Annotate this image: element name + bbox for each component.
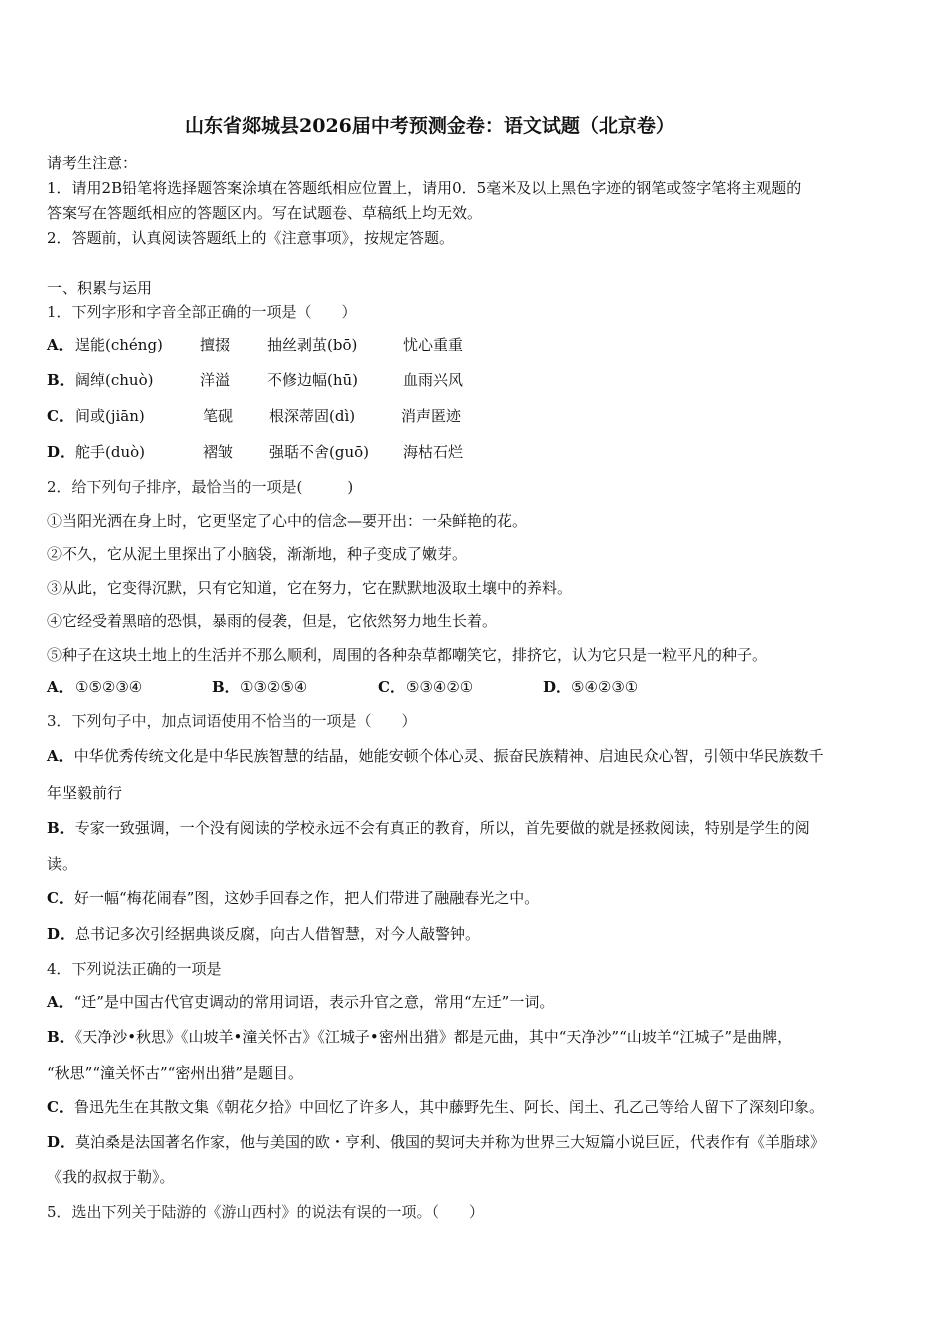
notice-item-2: 2．答题前，认真阅读答题纸上的《注意事项》，按规定答题。 (47, 229, 455, 247)
q1-option-d (47, 442, 463, 462)
option-text: 专家一致强调，一个没有阅读的学校永远不会有真正的教育，所以，首先要做的就是拯救阅读，特别是学生的阅 (74, 819, 810, 837)
notice-item-1-cont: 答案写在答题纸相应的答题区内。写在试题卷、草稿纸上均无效。 (47, 204, 483, 222)
sentence-3: ③从此，它变得沉默，只有它知道，它在努力，它在默默地汲取土壤中的养料。 (47, 579, 573, 597)
q3-option-a (47, 746, 824, 766)
option-text: ①③②⑤④ (240, 678, 308, 696)
option-label: A． (47, 747, 74, 765)
q3-option-c (47, 888, 539, 908)
option-col: 擅掇 (200, 336, 231, 354)
option-label: C． (47, 889, 74, 907)
page-title: 山东省郯城县2026届中考预测金卷：语文试题（北京卷） (185, 115, 675, 137)
option-text: ⑤④②③① (571, 678, 639, 696)
option-label: A． (47, 336, 74, 354)
q3-option-a-cont: 年坚毅前行 (47, 784, 123, 802)
question-2-stem: 2．给下列句子排序，最恰当的一项是( ) (47, 478, 354, 496)
q1-option-c (47, 406, 461, 426)
option-text: 莫泊桑是法国著名作家，他与美国的欧・亨利、俄国的契诃夫并称为世界三大短篇小说巨匠，代表作有《羊脂球》 (75, 1133, 826, 1151)
q4-option-b (47, 1027, 792, 1047)
option-label: B． (212, 678, 240, 696)
q4-option-d (47, 1132, 825, 1152)
option-label: A． (47, 993, 74, 1011)
option-label: C． (47, 407, 74, 425)
option-label: C． (47, 1098, 74, 1116)
q3-option-b-cont: 读。 (47, 855, 78, 873)
question-3-stem: 3．下列句子中，加点词语使用不恰当的一项是（ ） (47, 712, 417, 730)
option-col: 强聒不舍(guō) (269, 443, 369, 461)
section-heading: 一、积累与运用 (47, 279, 153, 297)
option-col: 洋溢 (200, 371, 231, 389)
option-text: ①⑤②③④ (75, 678, 143, 696)
option-label: C． (378, 678, 405, 696)
option-col: 根深蒂固(dì) (269, 407, 356, 425)
q3-option-d (47, 924, 480, 944)
q4-option-a (47, 992, 554, 1012)
notice-header: 请考生注意： (47, 154, 138, 172)
option-label: B． (47, 1028, 75, 1046)
q1-option-b (47, 370, 463, 390)
q4-option-b-cont: “秋思”“潼关怀古”“密州出猎”是题目。 (47, 1064, 304, 1082)
option-label: D． (47, 443, 76, 461)
option-text: 总书记多次引经据典谈反腐，向古人借智慧，对今人敲警钟。 (75, 925, 481, 943)
question-5-stem: 5．选出下列关于陆游的《游山西村》的说法有误的一项。（ ） (47, 1203, 485, 1221)
option-col: 阔绰(chuò) (75, 371, 154, 389)
q2-options (47, 677, 638, 697)
option-label: A． (47, 678, 74, 696)
sentence-5: ⑤种子在这块土地上的生活并不那么顺利，周围的各种杂草都嘲笑它，排挤它，认为它只是一粒平凡的种子。 (47, 646, 768, 664)
option-col: 间或(jiān) (75, 407, 145, 425)
option-col: 舵手(duò) (75, 443, 145, 461)
option-col: 不修边幅(hū) (267, 371, 359, 389)
option-label: D． (543, 678, 572, 696)
q3-option-b (47, 818, 810, 838)
notice-item-1: 1．请用2B铅笔将选择题答案涂填在答题纸相应位置上，请用0．5毫米及以上黑色字迹的钢笔或签字笔将主观题的 (47, 179, 802, 197)
option-label: B． (47, 819, 75, 837)
option-col: 消声匿迹 (401, 407, 462, 425)
option-col: 褶皱 (203, 443, 234, 461)
q1-option-a (47, 335, 463, 355)
option-text: 中华优秀传统文化是中华民族智慧的结晶，她能安顿个体心灵、振奋民族精神、启迪民众心智，引领中华民族数千 (73, 747, 824, 765)
option-col: 笔砚 (203, 407, 234, 425)
option-col: 抽丝剥茧(bō) (267, 336, 358, 354)
option-col: 血雨兴风 (403, 371, 464, 389)
sentence-4: ④它经受着黑暗的恐惧，暴雨的侵袭，但是，它依然努力地生长着。 (47, 612, 498, 630)
option-col: 逞能(chéng) (75, 336, 163, 354)
option-label: D． (47, 1133, 76, 1151)
sentence-1: ①当阳光洒在身上时，它更坚定了心中的信念—要开出：一朵鲜艳的花。 (47, 512, 528, 530)
option-text: ⑤③④②① (406, 678, 474, 696)
sentence-2: ②不久，它从泥土里探出了小脑袋，渐渐地，种子变成了嫩芽。 (47, 545, 468, 563)
q4-option-d-cont: 《我的叔叔于勒》。 (47, 1168, 175, 1186)
option-label: D． (47, 925, 76, 943)
question-4-stem: 4．下列说法正确的一项是 (47, 960, 222, 978)
option-label: B． (47, 371, 75, 389)
option-text: 好一幅“梅花闹春”图，这妙手回春之作，把人们带进了融融春光之中。 (73, 889, 540, 907)
question-1-stem: 1．下列字形和字音全部正确的一项是（ ） (47, 303, 357, 321)
option-text: 鲁迅先生在其散文集《朝花夕拾》中回忆了许多人，其中藤野先生、阿长、闰土、孔乙己等给人留下了深刻印象。 (73, 1098, 824, 1116)
option-text: 《天净沙•秋思》《山坡羊•潼关怀古》《江城子•密州出猎》都是元曲，其中“天净沙”“山坡羊“江城子”是曲牌， (74, 1028, 793, 1046)
option-text: “迁”是中国古代官吏调动的常用词语，表示升官之意，常用“左迁”一词。 (73, 993, 555, 1011)
option-col: 海枯石烂 (403, 443, 464, 461)
q4-option-c (47, 1097, 824, 1117)
option-col: 忧心重重 (403, 336, 464, 354)
